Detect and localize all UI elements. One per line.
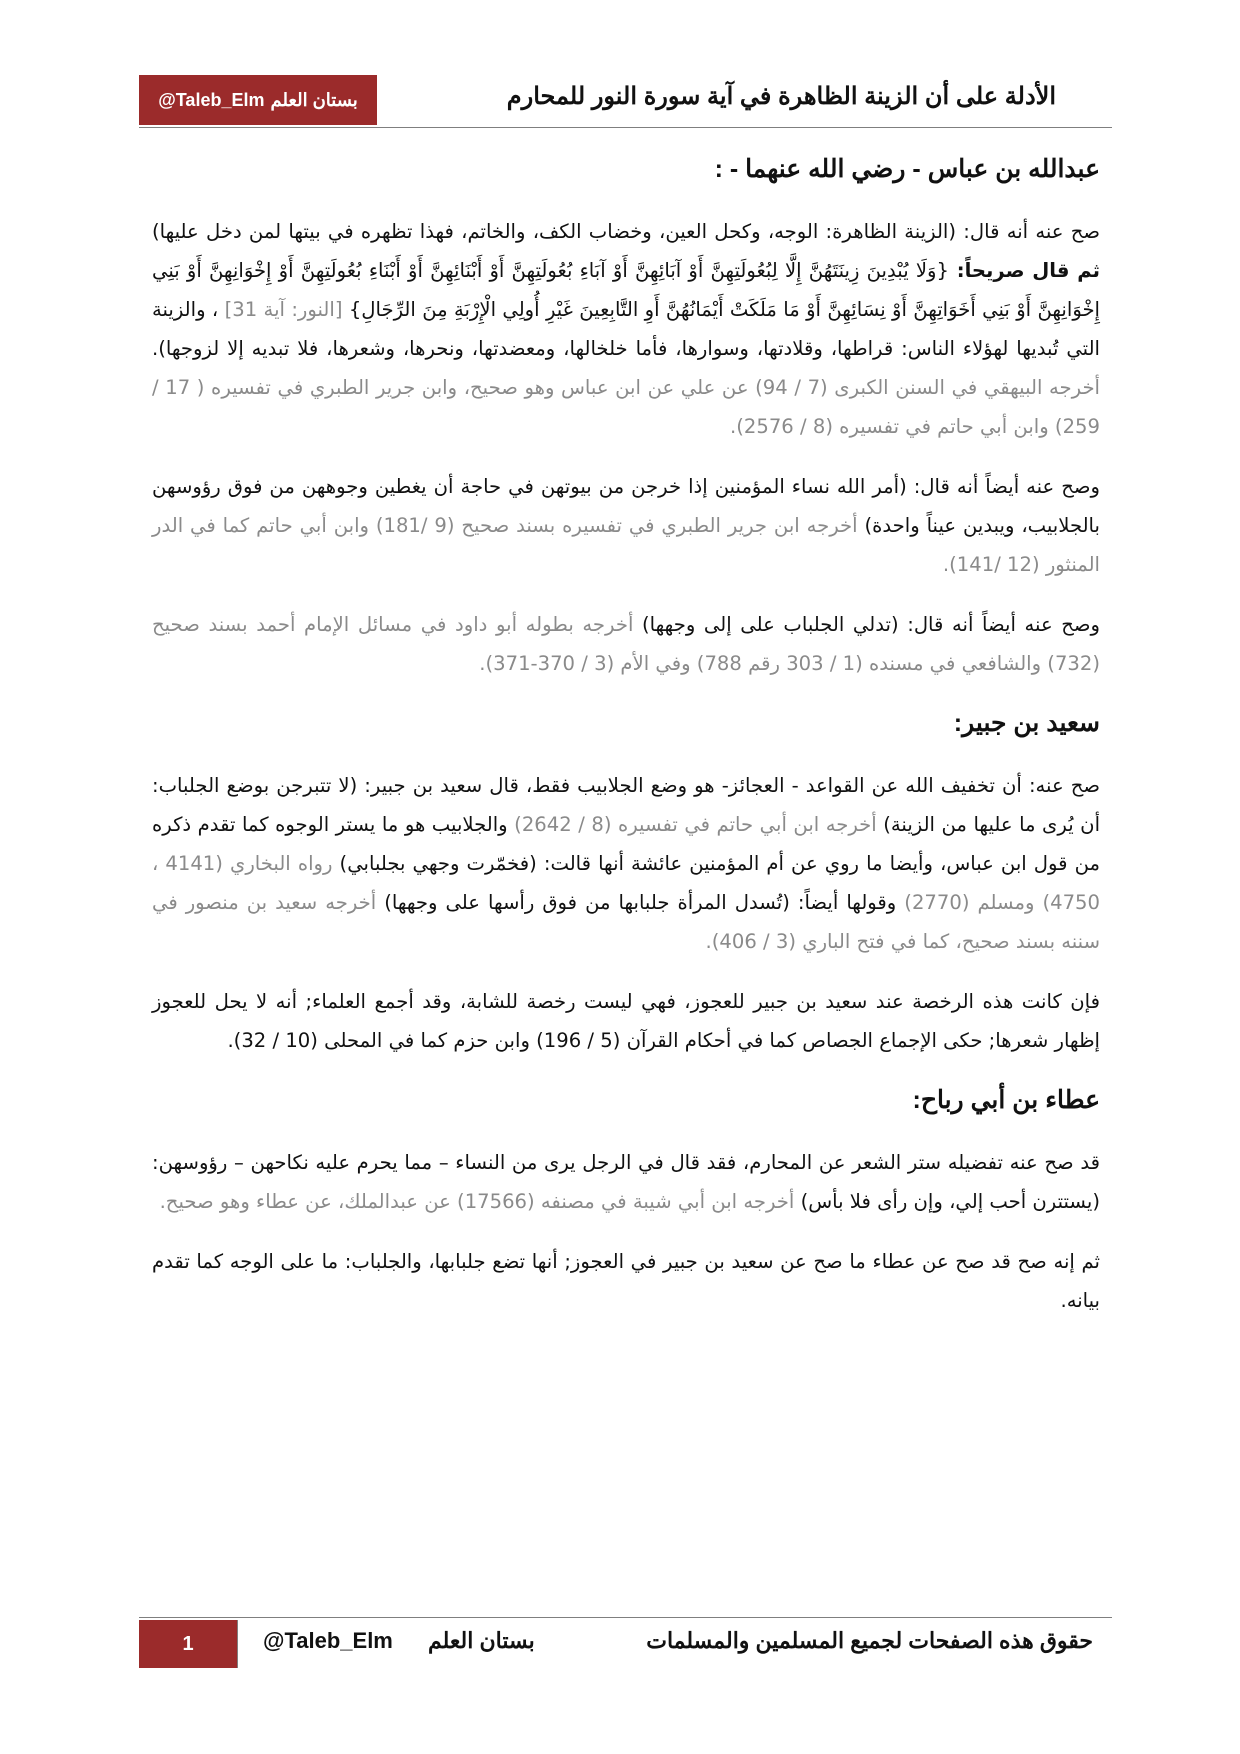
body-text: ، والزينة التي تُبديها لهؤلاء الناس: قراطها، وقلادتها، وسوارها، فأما خلخالها، ومعضدتها، ونحرها، وشعرها، فلا تبديه إلا لزوجها).	[152, 298, 1100, 360]
footer-rights-notice: حقوق هذه الصفحات لجميع المسلمين والمسلمات	[646, 1628, 1093, 1653]
footer-divider	[139, 1617, 1112, 1618]
citation: أخرجه بطوله أبو داود في مسائل الإمام أحمد بسند صحيح (732) والشافعي في مسنده (1 / 303 رقم 788) وفي الأم (3 / 370-371).	[152, 613, 1100, 675]
citation: أخرجه ابن جرير الطبري في تفسيره بسند صحيح (9 /181) وابن أبي حاتم كما في الدر المنثور (12 /141).	[152, 514, 1100, 576]
body-text: فإن كانت هذه الرخصة عند سعيد بن جبير للعجوز، فهي ليست رخصة للشابة، وقد أجمع العلماء; أنه لا يحل للعجوز إظهار شعرها; حكى الإجماع الجصاص كما في أحكام القرآن (5 / 196) وابن حزم كما في المحلى (10 / 32).	[152, 990, 1100, 1052]
paragraph	[152, 212, 1100, 446]
paragraph	[152, 982, 1100, 1060]
header-badge	[139, 75, 377, 125]
footer-handle: @Taleb_Elm	[263, 1628, 393, 1653]
header-divider	[139, 127, 1112, 128]
paragraph	[152, 1143, 1100, 1221]
body-text: وقولها أيضاً: (تُسدل المرأة جلبابها من فوق رأسها على وجهها)	[376, 891, 905, 914]
body-text: ثم إنه صح قد صح عن عطاء ما صح عن سعيد بن جبير في العجوز; أنها تضع جلبابها، والجلباب: ما على الوجه كما تقدم بيانه.	[152, 1250, 1100, 1312]
section-heading: عبدالله بن عباس - رضي الله عنهما - :	[714, 155, 1100, 183]
document-body	[152, 150, 1100, 1341]
paragraph	[152, 605, 1100, 683]
citation: أخرجه البيهقي في السنن الكبرى (7 / 94) عن علي عن ابن عباس وهو صحيح، وابن جرير الطبري في تفسيره ( 17 / 259) وابن أبي حاتم في تفسيره (8 / 2576).	[152, 376, 1100, 438]
body-text: وصح عنه أيضاً أنه قال: (أمر الله نساء المؤمنين إذا خرجن من بيوتهن في حاجة أن يغطين وجوههن من فوق رؤوسهن بالجلابيب، ويبدين عيناً واحدة)	[152, 475, 1100, 537]
header-badge-site: بستان العلم	[270, 89, 358, 110]
citation: أخرجه ابن أبي شيبة في مصنفه (17566) عن عبدالملك، عن عطاء وهو صحيح.	[159, 1190, 795, 1213]
citation: رواه البخاري (4141 ، 4750) ومسلم (2770)	[152, 852, 1100, 914]
body-text: {وَلَا يُبْدِينَ زِينَتَهُنَّ إِلَّا لِبُعُولَتِهِنَّ أَوْ آبَائِهِنَّ أَوْ آبَاءِ بُعُولَتِهِنَّ أَوْ أَبْنَائِهِنَّ أَوْ أَبْنَاءِ بُعُولَتِهِنَّ أَوْ إِخْوَانِهِنَّ أَوْ بَنِي إِخْوَانِهِنَّ أَوْ بَنِي أَخَوَاتِهِنَّ أَوْ نِسَائِهِنَّ أَوْ مَا مَلَكَتْ أَيْمَانُهُنَّ أَوِ التَّابِعِينَ غَيْرِ أُولِي الْإِرْبَةِ مِنَ الرِّجَالِ}	[152, 259, 1101, 321]
page-number: 1	[139, 1620, 237, 1668]
body-text: والجلابيب هو ما يستر الوجوه كما تقدم ذكره من قول ابن عباس، وأيضا ما روي عن أم المؤمنين عائشة أنها قالت: (فخمّرت وجهي بجلبابي)	[152, 813, 1101, 875]
body-text: وصح عنه أيضاً أنه قال: (تدلي الجلباب على إلى وجهها)	[633, 613, 1101, 636]
page-title: الأدلة على أن الزينة الظاهرة في آية سورة النور للمحارم	[506, 83, 1056, 110]
footer-separator	[237, 1620, 238, 1668]
body-text: صح عنه: أن تخفيف الله عن القواعد - العجائز- هو وضع الجلابيب فقط، قال سعيد بن جبير: (لا تتبرجن بوضع الجلباب: أن يُرى ما عليها من الزينة)	[152, 774, 1101, 836]
emphasis-text: ثم قال صريحاً:	[948, 259, 1100, 282]
body-text: صح عنه أنه قال: (الزينة الظاهرة: الوجه، وكحل العين، وخضاب الكف، والخاتم، فهذا تظهره في بيتها لمن دخل عليها)	[152, 220, 1100, 243]
paragraph	[152, 467, 1100, 584]
section-heading: عطاء بن أبي رباح:	[912, 1086, 1100, 1114]
citation: أخرجه سعيد بن منصور في سننه بسند صحيح، كما في فتح الباري (3 / 406).	[152, 891, 1100, 953]
section-heading: سعيد بن جبير:	[953, 709, 1100, 737]
footer-site-name: بستان العلم	[428, 1628, 535, 1653]
citation: [النور: آية 31]	[224, 298, 343, 321]
body-text: قد صح عنه تفضيله ستر الشعر عن المحارم، فقد قال في الرجل يرى من النساء – مما يحرم عليه نكاحهن – رؤوسهن: (يستترن أحب إلي، وإن رأى فلا بأس)	[152, 1151, 1100, 1213]
paragraph	[152, 766, 1100, 961]
header-badge-handle: @Taleb_Elm	[158, 89, 265, 110]
citation: أخرجه ابن أبي حاتم في تفسيره (8 / 2642)	[514, 813, 877, 836]
paragraph	[152, 1242, 1100, 1320]
